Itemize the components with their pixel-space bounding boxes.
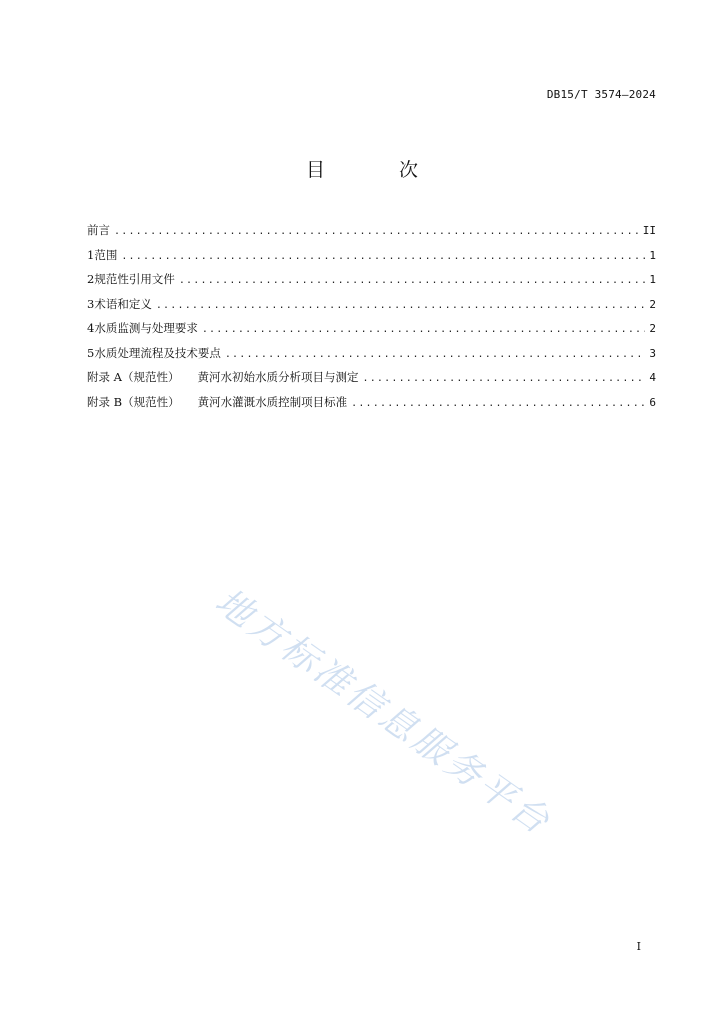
toc-page: 3: [649, 346, 656, 360]
toc-entry-1[interactable]: [87, 243, 656, 268]
toc-label: 黄河水灌溉水质控制项目标准: [197, 394, 348, 409]
toc-page: 1: [649, 248, 656, 262]
toc-leader: [202, 318, 646, 343]
toc-leader: [225, 343, 646, 368]
toc-leader: [362, 367, 645, 392]
toc-number: 3: [87, 296, 95, 311]
toc-entry-5[interactable]: [87, 341, 656, 366]
toc-leader: [156, 294, 646, 319]
table-of-contents: [87, 218, 656, 414]
appendix-prefix: 附录 A（规范性）: [87, 370, 180, 384]
toc-label: 范围: [94, 247, 118, 262]
toc-number: 1: [87, 247, 95, 262]
toc-page: 4: [649, 371, 656, 384]
toc-label: 规范性引用文件: [94, 272, 175, 286]
toc-number: 4: [87, 321, 95, 335]
watermark: 地方标准信息服务平台: [207, 580, 559, 844]
toc-leader: [351, 392, 645, 417]
toc-label: 前言: [87, 223, 110, 237]
toc-page: 2: [649, 322, 656, 335]
toc-leader: [179, 269, 646, 294]
toc-label: 水质监测与处理要求: [94, 321, 198, 335]
toc-label: 术语和定义: [94, 296, 152, 311]
toc-entry-appendix-b[interactable]: [87, 390, 656, 415]
toc-number: 5: [87, 345, 95, 360]
toc-leader: [121, 245, 645, 270]
toc-entry-appendix-a[interactable]: [87, 365, 656, 390]
toc-page: 1: [649, 273, 656, 286]
toc-page: II: [642, 224, 656, 237]
page-title: 目 次: [305, 159, 453, 181]
toc-label: 黄河水初始水质分析项目与测定: [197, 370, 359, 384]
toc-entry-3[interactable]: [87, 292, 656, 317]
toc-page: 2: [649, 297, 656, 311]
toc-entry-foreword[interactable]: [87, 218, 656, 243]
page-number: I: [636, 940, 641, 953]
toc-number: 2: [87, 272, 95, 286]
toc-label: 水质处理流程及技术要点: [94, 345, 221, 360]
toc-page: 6: [649, 395, 656, 409]
toc-entry-2[interactable]: [87, 267, 656, 292]
appendix-prefix: 附录 B（规范性）: [87, 394, 180, 409]
standard-code: DB15/T 3574—2024: [546, 88, 656, 101]
toc-entry-4[interactable]: [87, 316, 656, 341]
toc-leader: [114, 220, 639, 245]
